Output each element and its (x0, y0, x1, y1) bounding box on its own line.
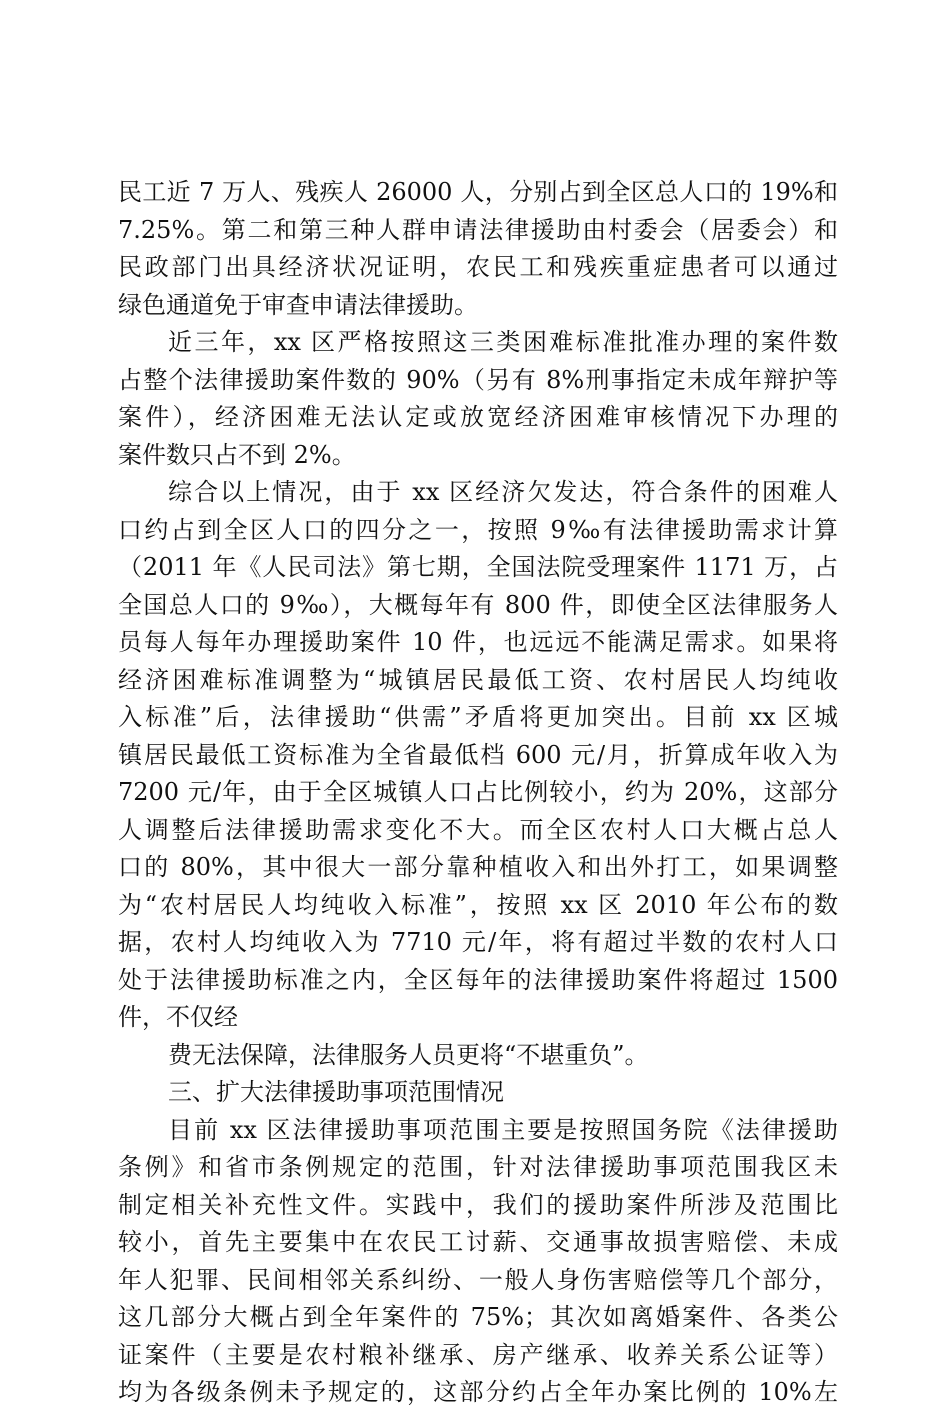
text-line-15: 入标准”后，法律援助“供需”矛盾将更加突出。目前 xx 区城 (118, 703, 838, 731)
text-line-33: 均为各级条例未予规定的，这部分约占全年办案比例的 10%左 (118, 1378, 838, 1406)
text-line-20: 为“农村居民人均纯收入标准”，按照 xx 区 2010 年公布的数 (118, 890, 838, 919)
text-line-24: 费无法保障，法律服务人员更将“不堪重负”。 (168, 1040, 649, 1069)
text-line-6: 占整个法律援助案件数的 90%（另有 8%刑事指定未成年辩护等 (118, 365, 838, 394)
text-line-14: 经济困难标准调整为“城镇居民最低工资、农村居民人均纯收 (118, 665, 838, 694)
text-line-31: 这几部分大概占到全年案件的 75%；其次如离婚案件、各类公 (118, 1303, 838, 1331)
text-line-5: 近三年，xx 区严格按照这三类困难标准批准办理的案件数 (168, 328, 838, 356)
text-line-22: 处于法律援助标准之内，全区每年的法律援助案件将超过 1500 (118, 965, 838, 994)
text-line-27: 条例》和省市条例规定的范围，针对法律援助事项范围我区未 (118, 1153, 838, 1181)
text-line-10: 口约占到全区人口的四分之一，按照 9‰有法律援助需求计算 (118, 515, 838, 544)
text-line-21: 据，农村人均纯收入为 7710 元/年，将有超过半数的农村人口 (118, 928, 838, 956)
section-heading: 三、扩大法律援助事项范围情况 (168, 1078, 504, 1106)
body-text (118, 174, 838, 1412)
text-line-16: 镇居民最低工资标准为全省最低档 600 元/月，折算成年收入为 (118, 740, 838, 769)
text-line-8: 案件数只占不到 2%。 (118, 440, 356, 469)
text-line-26: 目前 xx 区法律援助事项范围主要是按照国务院《法律援助 (168, 1115, 838, 1144)
text-line-4: 绿色通道免于审查申请法律援助。 (118, 290, 478, 319)
text-line-28: 制定相关补充性文件。实践中，我们的援助案件所涉及范围比 (118, 1190, 838, 1219)
text-line-9: 综合以上情况，由于 xx 区经济欠发达，符合条件的困难人 (168, 478, 838, 506)
text-line-11: （2011 年《人民司法》第七期，全国法院受理案件 1171 万，占 (118, 553, 838, 581)
text-line-7: 案件），经济困难无法认定或放宽经济困难审核情况下办理的 (118, 403, 838, 431)
text-line-12: 全国总人口的 9‰），大概每年有 800 件，即使全区法律服务人 (118, 590, 838, 619)
text-line-17: 7200 元/年，由于全区城镇人口占比例较小，约为 20%，这部分 (118, 778, 838, 806)
text-line-1: 民工近 7 万人、残疾人 26000 人，分别占到全区总人口的 19%和 (118, 178, 838, 206)
text-line-3: 民政部门出具经济状况证明，农民工和残疾重症患者可以通过 (118, 253, 838, 281)
text-line-23: 件，不仅经 (118, 1003, 238, 1031)
text-line-18: 人调整后法律援助需求变化不大。而全区农村人口大概占总人 (118, 815, 838, 844)
text-line-19: 口的 80%，其中很大一部分靠种植收入和出外打工，如果调整 (118, 853, 838, 881)
text-line-2: 7.25%。第二和第三种人群申请法律援助由村委会（居委会）和 (118, 215, 838, 244)
text-line-13: 员每人每年办理援助案件 10 件，也远远不能满足需求。如果将 (118, 628, 838, 656)
text-line-30: 年人犯罪、民间相邻关系纠纷、一般人身伤害赔偿等几个部分， (118, 1265, 838, 1294)
text-line-32: 证案件（主要是农村粮补继承、房产继承、收养关系公证等） (118, 1340, 838, 1369)
text-line-29: 较小，首先主要集中在农民工讨薪、交通事故损害赔偿、未成 (118, 1228, 838, 1256)
